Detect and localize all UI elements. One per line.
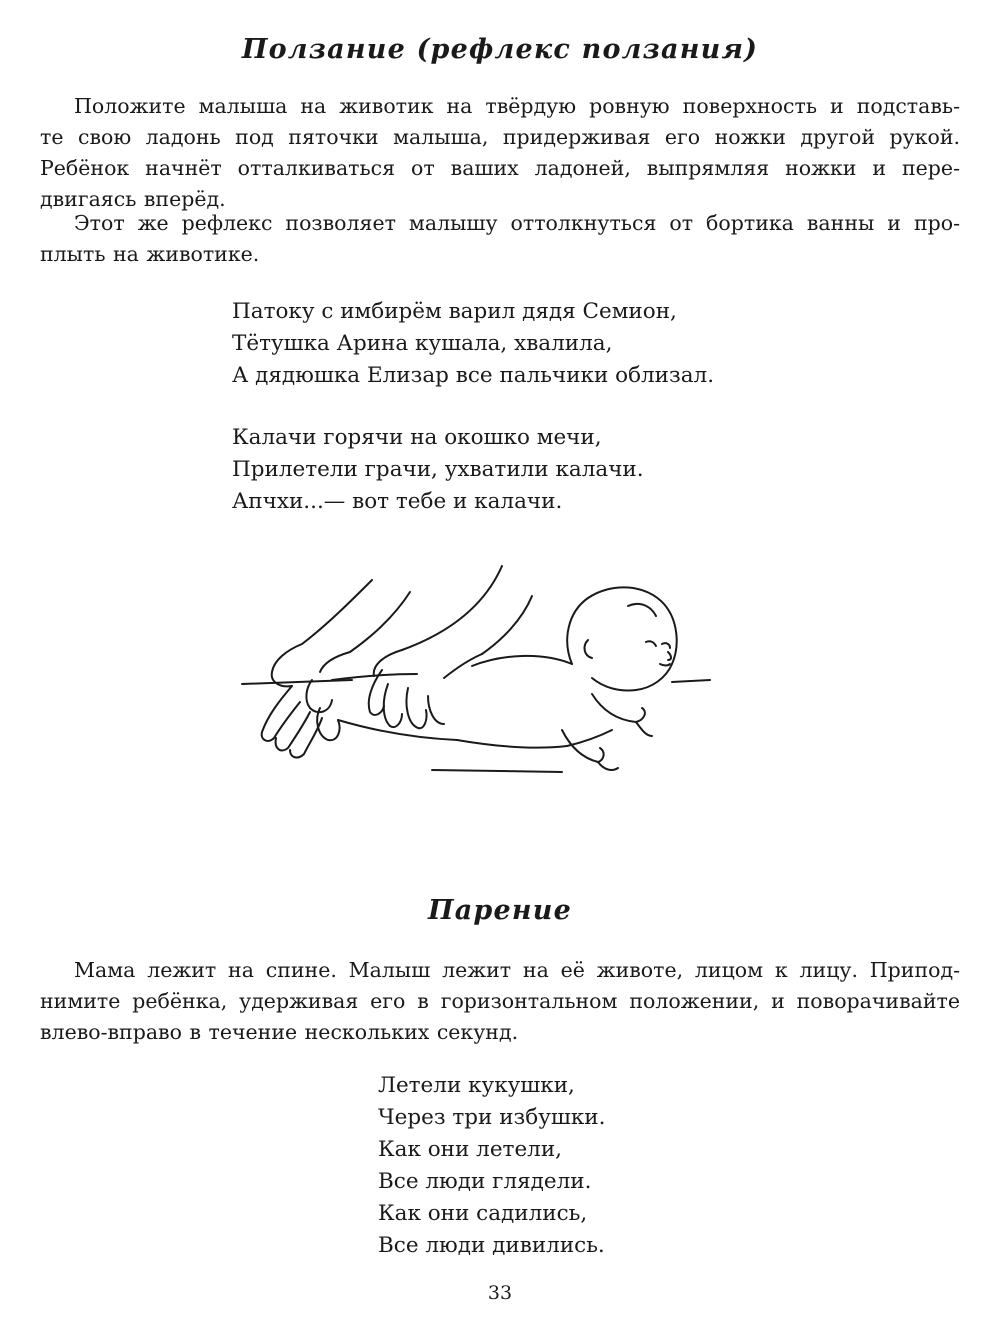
verse-kalachi	[232, 422, 644, 518]
verse-line: Прилетели грачи, ухватили калачи.	[232, 457, 644, 482]
text-line: влево-вправо в течение нескольких секунд.	[40, 1020, 519, 1044]
verse-line: Все люди глядели.	[378, 1169, 592, 1194]
verse-patoka	[232, 296, 714, 392]
text-line: Мама лежит на спине. Малыш лежит на её животе, лицом к лицу. Припод-	[74, 958, 960, 982]
verse-line: Апчхи...— вот тебе и калачи.	[232, 489, 563, 514]
paragraph-soaring-instructions	[40, 955, 960, 1048]
text-line: те свою ладонь под пяточки малыша, придерживая его ножки другой рукой.	[40, 125, 960, 149]
page-number: 33	[487, 1282, 513, 1304]
baby-crawling-illustration	[232, 560, 712, 792]
verse-line: Все люди дивились.	[378, 1233, 605, 1258]
text-line: Ребёнок начнёт отталкиваться от ваших ладоней, выпрямляя ножки и пере-	[40, 156, 960, 180]
verse-line: Как они летели,	[378, 1137, 562, 1162]
text-line: нимите ребёнка, удерживая его в горизонтальном положении, и поворачивайте	[40, 989, 960, 1013]
section-title-soaring: Парение	[428, 895, 572, 926]
text-line: Положите малыша на животик на твёрдую ровную поверхность и подставь-	[74, 94, 960, 118]
verse-line: Тётушка Арина кушала, хвалила,	[232, 331, 613, 356]
text-line: двигаясь вперёд.	[40, 187, 226, 211]
section-title-crawling: Ползание (рефлекс ползания)	[241, 34, 759, 65]
verse-line: А дядюшка Елизар все пальчики облизал.	[232, 363, 715, 388]
paragraph-crawling-instructions	[40, 91, 960, 215]
verse-line: Через три избушки.	[378, 1105, 606, 1130]
paragraph-bath-reflex	[40, 208, 960, 270]
verse-line: Летели кукушки,	[378, 1073, 575, 1098]
text-line: Этот же рефлекс позволяет малышу оттолкнуться от бортика ванны и про-	[74, 211, 960, 235]
text-line: плыть на животике.	[40, 242, 260, 266]
verse-line: Как они садились,	[378, 1201, 588, 1226]
verse-line: Калачи горячи на окошко мечи,	[232, 425, 602, 450]
verse-line: Патоку с имбирём варил дядя Семион,	[232, 299, 677, 324]
verse-kukushki	[378, 1070, 605, 1262]
